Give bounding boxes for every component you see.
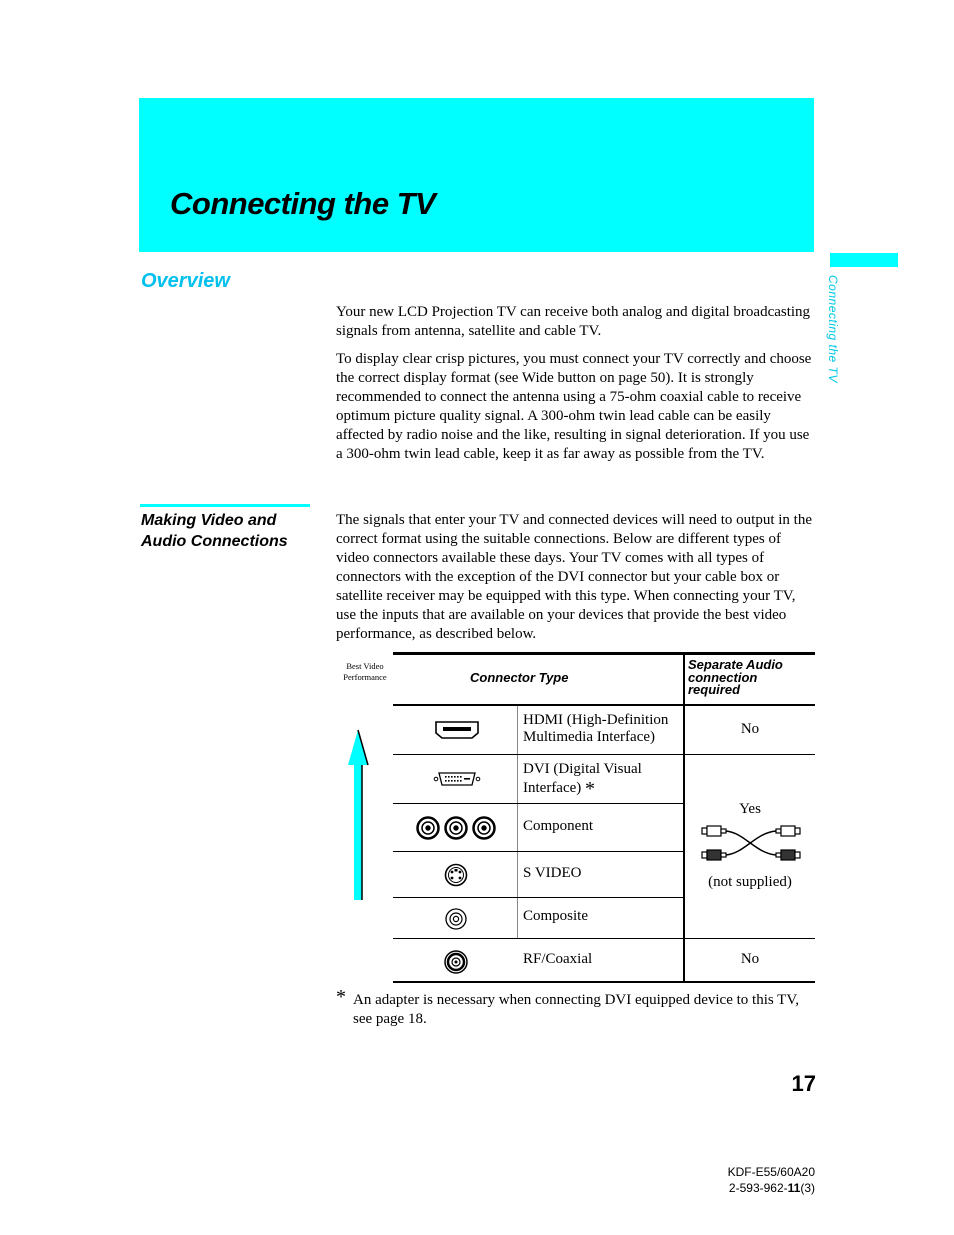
overview-paragraph-2: To display clear crisp pictures, you must connect your TV correctly and choose the correct display format (see Wide button on page 50). It is strongly recommended to connect the antenna using a 75-ohm coaxial cable to receive optimum picture quality signal. A 300-ohm twin lead cable can be easily affected by radio noise and the like, resulting in signal deterioration. If you use a 300-ohm twin lead cable, keep it as far away as possible from the TV.	[336, 351, 812, 462]
connector-name: HDMI (High-Definition Multimedia Interface)	[523, 712, 669, 745]
overview-paragraph-1: Your new LCD Projection TV can receive both analog and digital broadcasting signals from antenna, satellite and cable TV.	[336, 304, 811, 339]
connector-name: Component	[523, 818, 593, 834]
overview-heading: Overview	[141, 270, 230, 292]
audio-required-yes: Yes	[739, 801, 761, 817]
audio-cable-note: (not supplied)	[708, 874, 792, 890]
dvi-connector-icon	[433, 771, 481, 787]
connector-name: RF/Coaxial	[523, 951, 593, 967]
document-code: 2-593-962-11(3)	[728, 1181, 815, 1195]
audio-cable-icon	[700, 823, 802, 863]
hdmi-connector-icon	[434, 720, 480, 740]
footnote-text: An adapter is necessary when connecting DVI equipped device to this TV, see page 18.	[353, 992, 799, 1027]
header-connector-type: Connector Type	[470, 670, 569, 685]
side-tab	[830, 253, 898, 267]
composite-connector-icon	[444, 907, 468, 931]
section-paragraph: The signals that enter your TV and connected devices will need to output in the correct format using the suitable connections. Below are different types of video connectors available these days. Your TV comes with all types of connectors with the exception of the DVI connector but your cable box or satellite receiver may be equipped with this type. When connecting your TV, use the inputs that are available on your devices that provide the best video performance, as described below.	[336, 512, 812, 642]
connector-name: S VIDEO	[523, 865, 582, 881]
model-number: KDF-E55/60A20	[727, 1165, 815, 1179]
connector-name: DVI (Digital Visual Interface) *	[523, 761, 642, 800]
audio-required-value: No	[740, 951, 760, 967]
s-video-connector-icon	[444, 863, 468, 887]
audio-required-value: No	[740, 721, 760, 737]
component-connector-icon	[414, 815, 498, 841]
side-section-label: Connecting the TV	[826, 275, 840, 383]
rf-coaxial-connector-icon	[443, 949, 469, 975]
page-title: Connecting the TV	[170, 186, 436, 221]
footnote-star: *	[336, 986, 346, 1008]
header-separate-audio: Separate Audio connection required	[688, 657, 783, 697]
section-rule	[140, 504, 310, 507]
model-info	[690, 1164, 815, 1196]
dvi-footnote-star: *	[585, 778, 596, 800]
connector-name: Composite	[523, 908, 589, 924]
title-band	[139, 98, 814, 252]
performance-arrow-icon	[344, 728, 372, 903]
page-number: 17	[791, 1071, 816, 1096]
section-heading: Making Video and Audio Connections	[141, 512, 288, 550]
best-performance-label: Best Video Performance	[343, 661, 387, 682]
